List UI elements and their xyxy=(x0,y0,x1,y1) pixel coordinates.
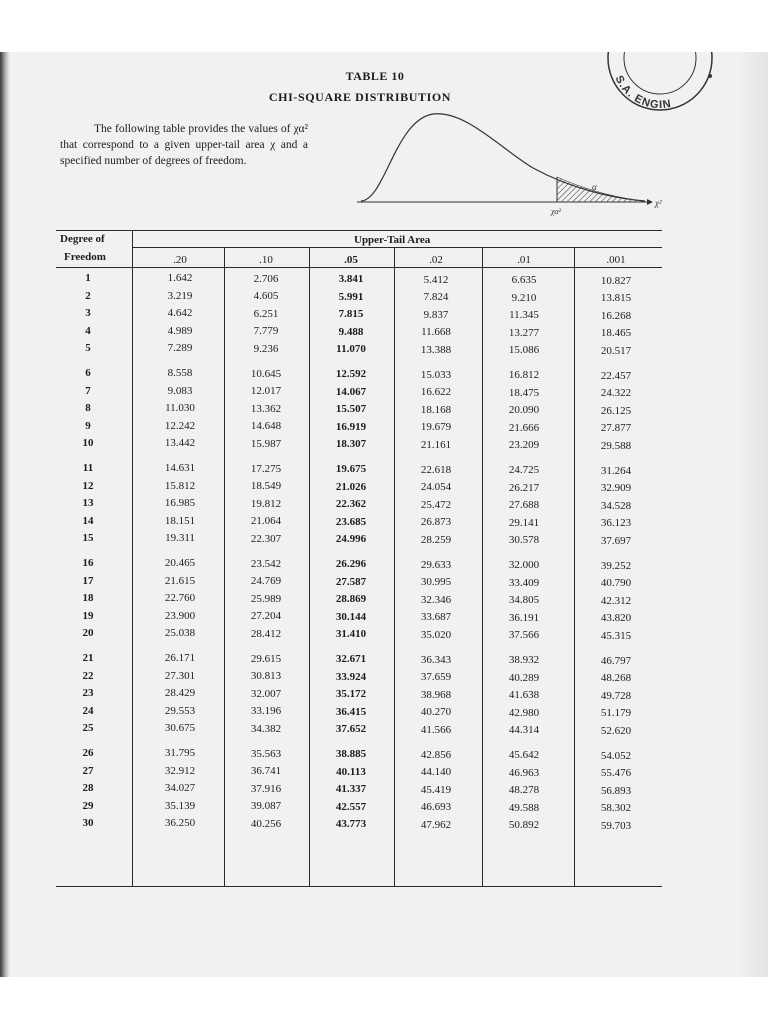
value-cell: 26.217 xyxy=(508,481,540,494)
value-cell: 45.315 xyxy=(600,629,632,642)
value-cell: 36.123 xyxy=(600,517,632,530)
value-cell: 4.989 xyxy=(167,324,193,337)
value-cell: 18.307 xyxy=(335,438,367,451)
value-cell: 6.251 xyxy=(253,307,279,320)
library-stamp xyxy=(600,52,720,112)
value-cell: 48.278 xyxy=(508,784,540,797)
value-cell: 4.642 xyxy=(167,307,193,320)
value-cell: 18.151 xyxy=(164,514,196,527)
value-cell: 13.362 xyxy=(250,402,282,415)
value-cell: 28.869 xyxy=(335,593,367,606)
value-cell: 58.302 xyxy=(600,802,632,815)
value-cell: 41.566 xyxy=(420,723,452,736)
value-cell: 11.345 xyxy=(509,309,539,322)
df-cell: 11 xyxy=(82,462,94,474)
table-header-rule xyxy=(56,267,662,268)
value-cell: 24.769 xyxy=(250,575,282,588)
value-cell: 35.139 xyxy=(164,799,196,812)
value-cell: 32.909 xyxy=(600,482,632,495)
value-cell: 16.812 xyxy=(508,369,540,381)
df-cell: 25 xyxy=(82,722,94,735)
value-cell: 26.873 xyxy=(420,516,452,529)
df-cell: 4 xyxy=(85,324,91,337)
value-cell: 22.618 xyxy=(420,463,452,476)
value-cell: 3.219 xyxy=(167,289,193,302)
df-cell: 7 xyxy=(85,384,91,397)
value-cell: 28.259 xyxy=(420,533,452,546)
column-divider xyxy=(309,247,310,886)
value-cell: 18.168 xyxy=(420,403,452,416)
value-cell: 9.210 xyxy=(511,291,537,304)
value-cell: 16.919 xyxy=(335,420,367,433)
upper-tail-area-header: Upper-Tail Area xyxy=(354,234,431,246)
value-cell: 13.442 xyxy=(164,437,196,450)
column-header-0: .20 xyxy=(173,254,187,266)
value-cell: 43.773 xyxy=(335,818,367,831)
value-cell: 52.620 xyxy=(600,724,632,737)
df-cell: 6 xyxy=(85,367,91,379)
value-cell: 41.337 xyxy=(335,783,367,796)
df-cell: 24 xyxy=(82,704,94,717)
df-cell: 23 xyxy=(82,687,94,700)
value-cell: 14.648 xyxy=(250,420,282,433)
value-cell: 23.542 xyxy=(250,557,282,570)
value-cell: 9.083 xyxy=(167,384,193,397)
value-cell: 21.064 xyxy=(250,515,282,528)
value-cell: 37.652 xyxy=(335,723,367,736)
value-cell: 45.419 xyxy=(420,783,452,796)
value-cell: 25.472 xyxy=(420,498,452,511)
value-cell: 41.638 xyxy=(508,689,540,702)
value-cell: 22.760 xyxy=(164,592,196,605)
value-cell: 40.790 xyxy=(600,577,632,590)
df-cell: 30 xyxy=(82,817,94,830)
svg-text:S.A. ENGIN: S.A. ENGIN xyxy=(612,73,673,112)
group-header-rule xyxy=(132,247,662,248)
value-cell: 38.968 xyxy=(420,688,452,701)
value-cell: 16.268 xyxy=(600,309,632,322)
table-title: TABLE 10 xyxy=(345,69,405,83)
value-cell: 34.528 xyxy=(600,499,632,512)
value-cell: 26.125 xyxy=(600,404,632,417)
value-cell: 5.412 xyxy=(423,273,449,286)
df-cell: 5 xyxy=(85,342,91,355)
value-cell: 32.671 xyxy=(335,653,367,665)
df-cell: 26 xyxy=(82,747,94,759)
df-cell: 2 xyxy=(85,289,91,302)
value-cell: 28.412 xyxy=(250,627,282,640)
row-header-degree: Degree of xyxy=(60,233,105,245)
value-cell: 11.030 xyxy=(165,402,195,415)
value-cell: 26.296 xyxy=(335,558,367,570)
value-cell: 6.635 xyxy=(511,274,537,286)
value-cell: 29.553 xyxy=(164,704,196,717)
df-cell: 8 xyxy=(85,402,91,415)
df-cell: 12 xyxy=(82,479,94,492)
page-binding-shadow xyxy=(0,52,10,977)
value-cell: 11.070 xyxy=(336,343,366,356)
value-cell: 18.475 xyxy=(508,386,540,399)
value-cell: 13.815 xyxy=(600,292,632,305)
value-cell: 56.893 xyxy=(600,784,632,797)
value-cell: 34.805 xyxy=(508,594,540,607)
table-subtitle: CHI-SQUARE DISTRIBUTION xyxy=(268,90,452,104)
value-cell: 48.268 xyxy=(600,672,632,685)
value-cell: 34.027 xyxy=(164,782,196,795)
value-cell: 10.645 xyxy=(250,367,282,380)
value-cell: 19.675 xyxy=(335,463,367,475)
value-cell: 22.362 xyxy=(335,498,367,511)
value-cell: 40.270 xyxy=(420,706,452,719)
value-cell: 38.932 xyxy=(508,654,540,666)
column-divider xyxy=(224,247,225,886)
df-cell: 13 xyxy=(82,497,94,510)
value-cell: 33.196 xyxy=(250,705,282,718)
column-header-4: .01 xyxy=(517,254,531,266)
df-cell: 15 xyxy=(82,532,94,545)
value-cell: 34.382 xyxy=(250,722,282,735)
value-cell: 33.687 xyxy=(420,611,452,624)
df-cell: 28 xyxy=(82,782,94,795)
value-cell: 24.322 xyxy=(600,387,632,400)
chi-square-axis-label: χ² xyxy=(655,198,662,208)
value-cell: 12.242 xyxy=(164,419,196,432)
table-top-rule xyxy=(56,230,662,231)
value-cell: 36.343 xyxy=(420,653,452,666)
value-cell: 51.179 xyxy=(600,707,632,720)
value-cell: 8.558 xyxy=(167,367,193,379)
value-cell: 18.465 xyxy=(600,327,632,340)
value-cell: 42.312 xyxy=(600,594,632,607)
value-cell: 13.277 xyxy=(508,326,540,339)
value-cell: 7.289 xyxy=(167,342,193,355)
value-cell: 27.301 xyxy=(164,669,196,682)
value-cell: 21.615 xyxy=(164,574,196,587)
density-curve xyxy=(361,114,645,201)
chi-square-table xyxy=(56,230,662,892)
value-cell: 40.256 xyxy=(250,817,282,830)
value-cell: 40.289 xyxy=(508,671,540,684)
value-cell: 36.741 xyxy=(250,765,282,778)
value-cell: 37.916 xyxy=(250,782,282,795)
df-cell: 1 xyxy=(85,272,91,284)
value-cell: 39.252 xyxy=(600,559,632,572)
value-cell: 38.885 xyxy=(335,748,367,760)
value-cell: 10.827 xyxy=(600,274,632,287)
df-cell: 17 xyxy=(82,574,94,587)
value-cell: 31.795 xyxy=(164,747,196,759)
value-cell: 9.236 xyxy=(253,342,279,355)
value-cell: 23.685 xyxy=(335,515,367,528)
value-cell: 15.812 xyxy=(164,479,196,492)
df-column-divider xyxy=(132,230,133,886)
value-cell: 21.666 xyxy=(508,421,540,434)
value-cell: 35.020 xyxy=(420,628,452,641)
value-cell: 23.900 xyxy=(164,609,196,622)
critical-value-label: χα² xyxy=(551,207,561,216)
value-cell: 44.314 xyxy=(508,724,540,737)
df-cell: 3 xyxy=(85,307,91,320)
value-cell: 37.697 xyxy=(600,534,632,547)
value-cell: 17.275 xyxy=(250,462,282,475)
value-cell: 27.688 xyxy=(508,499,540,512)
value-cell: 22.307 xyxy=(250,532,282,545)
df-cell: 21 xyxy=(82,652,94,664)
value-cell: 30.995 xyxy=(420,576,452,589)
value-cell: 24.054 xyxy=(420,481,452,494)
value-cell: 26.171 xyxy=(164,652,196,664)
value-cell: 32.912 xyxy=(164,764,196,777)
value-cell: 18.549 xyxy=(250,480,282,493)
value-cell: 15.507 xyxy=(335,403,367,416)
value-cell: 19.679 xyxy=(420,421,452,434)
value-cell: 33.924 xyxy=(335,670,367,683)
value-cell: 45.642 xyxy=(508,749,540,761)
value-cell: 29.633 xyxy=(420,558,452,571)
value-cell: 14.067 xyxy=(335,385,367,398)
column-divider xyxy=(574,247,575,886)
chi-square-curve-diagram xyxy=(355,108,675,218)
value-cell: 29.615 xyxy=(250,652,282,665)
value-cell: 31.410 xyxy=(335,628,367,641)
value-cell: 50.892 xyxy=(508,819,540,832)
value-cell: 37.566 xyxy=(508,629,540,642)
column-header-5: .001 xyxy=(606,254,626,266)
value-cell: 27.204 xyxy=(250,610,282,623)
value-cell: 4.605 xyxy=(253,290,279,303)
value-cell: 19.311 xyxy=(165,532,195,545)
value-cell: 7.824 xyxy=(423,291,449,304)
value-cell: 30.578 xyxy=(508,534,540,547)
value-cell: 47.962 xyxy=(420,818,452,831)
value-cell: 33.409 xyxy=(508,576,540,589)
value-cell: 21.026 xyxy=(335,480,367,493)
value-cell: 31.264 xyxy=(600,464,632,477)
value-cell: 30.813 xyxy=(250,670,282,683)
value-cell: 9.488 xyxy=(338,325,364,338)
value-cell: 7.779 xyxy=(253,325,279,338)
df-cell: 9 xyxy=(85,419,91,432)
row-header-freedom: Freedom xyxy=(64,251,106,263)
value-cell: 39.087 xyxy=(250,800,282,813)
intro-paragraph: The following table provides the values of χα² that correspond to a given upper-tail area χ and a specified number of degrees of freedom. xyxy=(60,123,308,167)
value-cell: 44.140 xyxy=(420,766,452,779)
value-cell: 25.989 xyxy=(250,592,282,605)
column-divider xyxy=(482,247,483,886)
value-cell: 36.250 xyxy=(164,817,196,830)
value-cell: 30.144 xyxy=(335,610,367,623)
value-cell: 28.429 xyxy=(164,687,196,700)
value-cell: 36.191 xyxy=(508,611,540,624)
value-cell: 32.007 xyxy=(250,687,282,700)
value-cell: 15.033 xyxy=(420,368,452,381)
value-cell: 16.985 xyxy=(164,497,196,510)
value-cell: 22.457 xyxy=(600,369,632,382)
value-cell: 7.815 xyxy=(338,308,364,321)
df-cell: 20 xyxy=(82,627,94,640)
value-cell: 12.017 xyxy=(250,385,282,398)
value-cell: 27.877 xyxy=(600,422,632,435)
df-cell: 16 xyxy=(82,557,94,569)
value-cell: 36.415 xyxy=(335,705,367,718)
column-divider xyxy=(394,247,395,886)
page-edge xyxy=(738,52,768,977)
value-cell: 43.820 xyxy=(600,612,632,625)
df-cell: 27 xyxy=(82,764,94,777)
value-cell: 20.090 xyxy=(508,404,540,417)
df-cell: 22 xyxy=(82,669,94,682)
value-cell: 15.987 xyxy=(250,437,282,450)
value-cell: 19.812 xyxy=(250,497,282,510)
curve-x-arrow xyxy=(647,199,653,205)
value-cell: 3.841 xyxy=(338,273,364,285)
column-header-1: .10 xyxy=(259,254,273,266)
tail-area xyxy=(557,177,643,202)
value-cell: 12.592 xyxy=(335,368,367,380)
value-cell: 59.703 xyxy=(600,819,632,832)
value-cell: 16.622 xyxy=(420,386,452,399)
value-cell: 2.706 xyxy=(253,272,279,285)
df-cell: 14 xyxy=(82,514,94,527)
df-cell: 10 xyxy=(82,437,94,450)
value-cell: 13.388 xyxy=(420,343,452,356)
value-cell: 20.517 xyxy=(600,344,632,357)
value-cell: 20.465 xyxy=(164,557,196,569)
table-bottom-rule xyxy=(56,886,662,887)
value-cell: 29.141 xyxy=(508,516,540,529)
value-cell: 35.563 xyxy=(250,747,282,760)
value-cell: 27.587 xyxy=(335,575,367,588)
alpha-label: α xyxy=(592,182,597,192)
value-cell: 32.000 xyxy=(508,559,540,571)
value-cell: 29.588 xyxy=(600,439,632,452)
df-cell: 18 xyxy=(82,592,94,605)
df-cell: 29 xyxy=(82,799,94,812)
value-cell: 11.668 xyxy=(421,326,451,339)
value-cell: 23.209 xyxy=(508,439,540,452)
value-cell: 1.642 xyxy=(167,272,193,284)
df-cell: 19 xyxy=(82,609,94,622)
value-cell: 24.725 xyxy=(508,464,540,476)
value-cell: 42.980 xyxy=(508,706,540,719)
value-cell: 30.675 xyxy=(164,722,196,735)
value-cell: 9.837 xyxy=(423,308,449,321)
value-cell: 37.659 xyxy=(420,671,452,684)
value-cell: 24.996 xyxy=(335,533,367,546)
value-cell: 46.963 xyxy=(508,766,540,779)
value-cell: 55.476 xyxy=(600,767,632,780)
column-header-2: .05 xyxy=(344,254,358,266)
value-cell: 49.728 xyxy=(600,689,632,702)
value-cell: 42.856 xyxy=(420,748,452,761)
value-cell: 14.631 xyxy=(164,462,196,474)
value-cell: 46.693 xyxy=(420,801,452,814)
value-cell: 42.557 xyxy=(335,800,367,813)
value-cell: 32.346 xyxy=(420,593,452,606)
value-cell: 15.086 xyxy=(508,344,540,357)
value-cell: 5.991 xyxy=(338,290,364,303)
value-cell: 49.588 xyxy=(508,801,540,814)
value-cell: 35.172 xyxy=(335,688,367,701)
column-header-3: .02 xyxy=(429,254,443,266)
value-cell: 21.161 xyxy=(420,438,452,451)
value-cell: 54.052 xyxy=(600,749,632,762)
value-cell: 40.113 xyxy=(336,765,366,778)
value-cell: 25.038 xyxy=(164,627,196,640)
value-cell: 46.797 xyxy=(600,654,632,667)
